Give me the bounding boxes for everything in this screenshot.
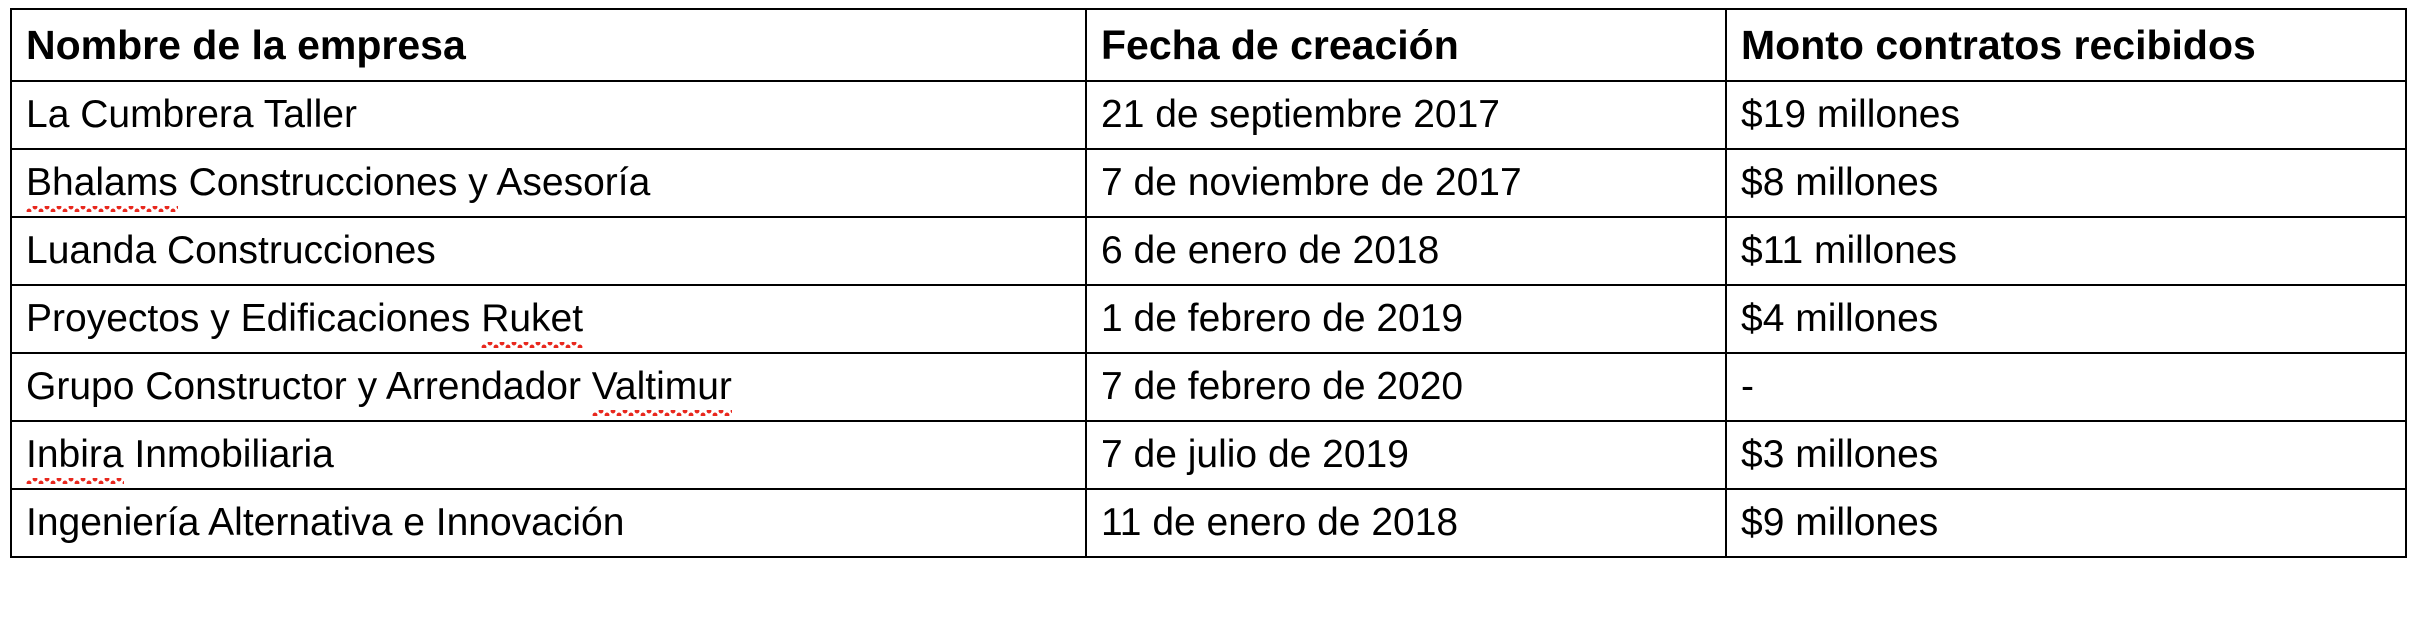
table-cell-monto: $3 millones [1726, 421, 2406, 489]
table-header [11, 9, 2406, 81]
table-row [11, 149, 2406, 217]
table-cell-fecha: 11 de enero de 2018 [1086, 489, 1726, 557]
column-header-empresa: Nombre de la empresa [11, 9, 1086, 81]
column-header-monto: Monto contratos recibidos [1726, 9, 2406, 81]
table-header-row [11, 9, 2406, 81]
table-cell-empresa: Luanda Construcciones [11, 217, 1086, 285]
table-cell-monto: $8 millones [1726, 149, 2406, 217]
table-cell-empresa: Bhalams Construcciones y Asesoría [11, 149, 1086, 217]
table-cell-fecha: 7 de julio de 2019 [1086, 421, 1726, 489]
table-row [11, 353, 2406, 421]
table-cell-monto: $19 millones [1726, 81, 2406, 149]
table-cell-monto: $9 millones [1726, 489, 2406, 557]
spellcheck-underline: Valtimur [592, 364, 732, 410]
table-row [11, 217, 2406, 285]
table-row [11, 489, 2406, 557]
spellcheck-underline: Bhalams [26, 160, 178, 206]
table-cell-fecha: 7 de febrero de 2020 [1086, 353, 1726, 421]
table-row [11, 285, 2406, 353]
table-cell-empresa: La Cumbrera Taller [11, 81, 1086, 149]
table-cell-empresa: Ingeniería Alternativa e Innovación [11, 489, 1086, 557]
table-cell-fecha: 1 de febrero de 2019 [1086, 285, 1726, 353]
table-cell-monto: $11 millones [1726, 217, 2406, 285]
table-cell-empresa: Proyectos y Edificaciones Ruket [11, 285, 1086, 353]
table-row [11, 81, 2406, 149]
column-header-fecha: Fecha de creación [1086, 9, 1726, 81]
table-cell-monto: $4 millones [1726, 285, 2406, 353]
table-cell-fecha: 7 de noviembre de 2017 [1086, 149, 1726, 217]
table-row [11, 421, 2406, 489]
table-cell-monto: - [1726, 353, 2406, 421]
spellcheck-underline: Ruket [481, 296, 583, 342]
spellcheck-underline: Inbira [26, 432, 124, 478]
table-cell-fecha: 6 de enero de 2018 [1086, 217, 1726, 285]
table-cell-fecha: 21 de septiembre 2017 [1086, 81, 1726, 149]
table-body [11, 81, 2406, 557]
table-cell-empresa: Grupo Constructor y Arrendador Valtimur [11, 353, 1086, 421]
document-page [0, 8, 2425, 628]
table-cell-empresa: Inbira Inmobiliaria [11, 421, 1086, 489]
companies-table [10, 8, 2407, 558]
